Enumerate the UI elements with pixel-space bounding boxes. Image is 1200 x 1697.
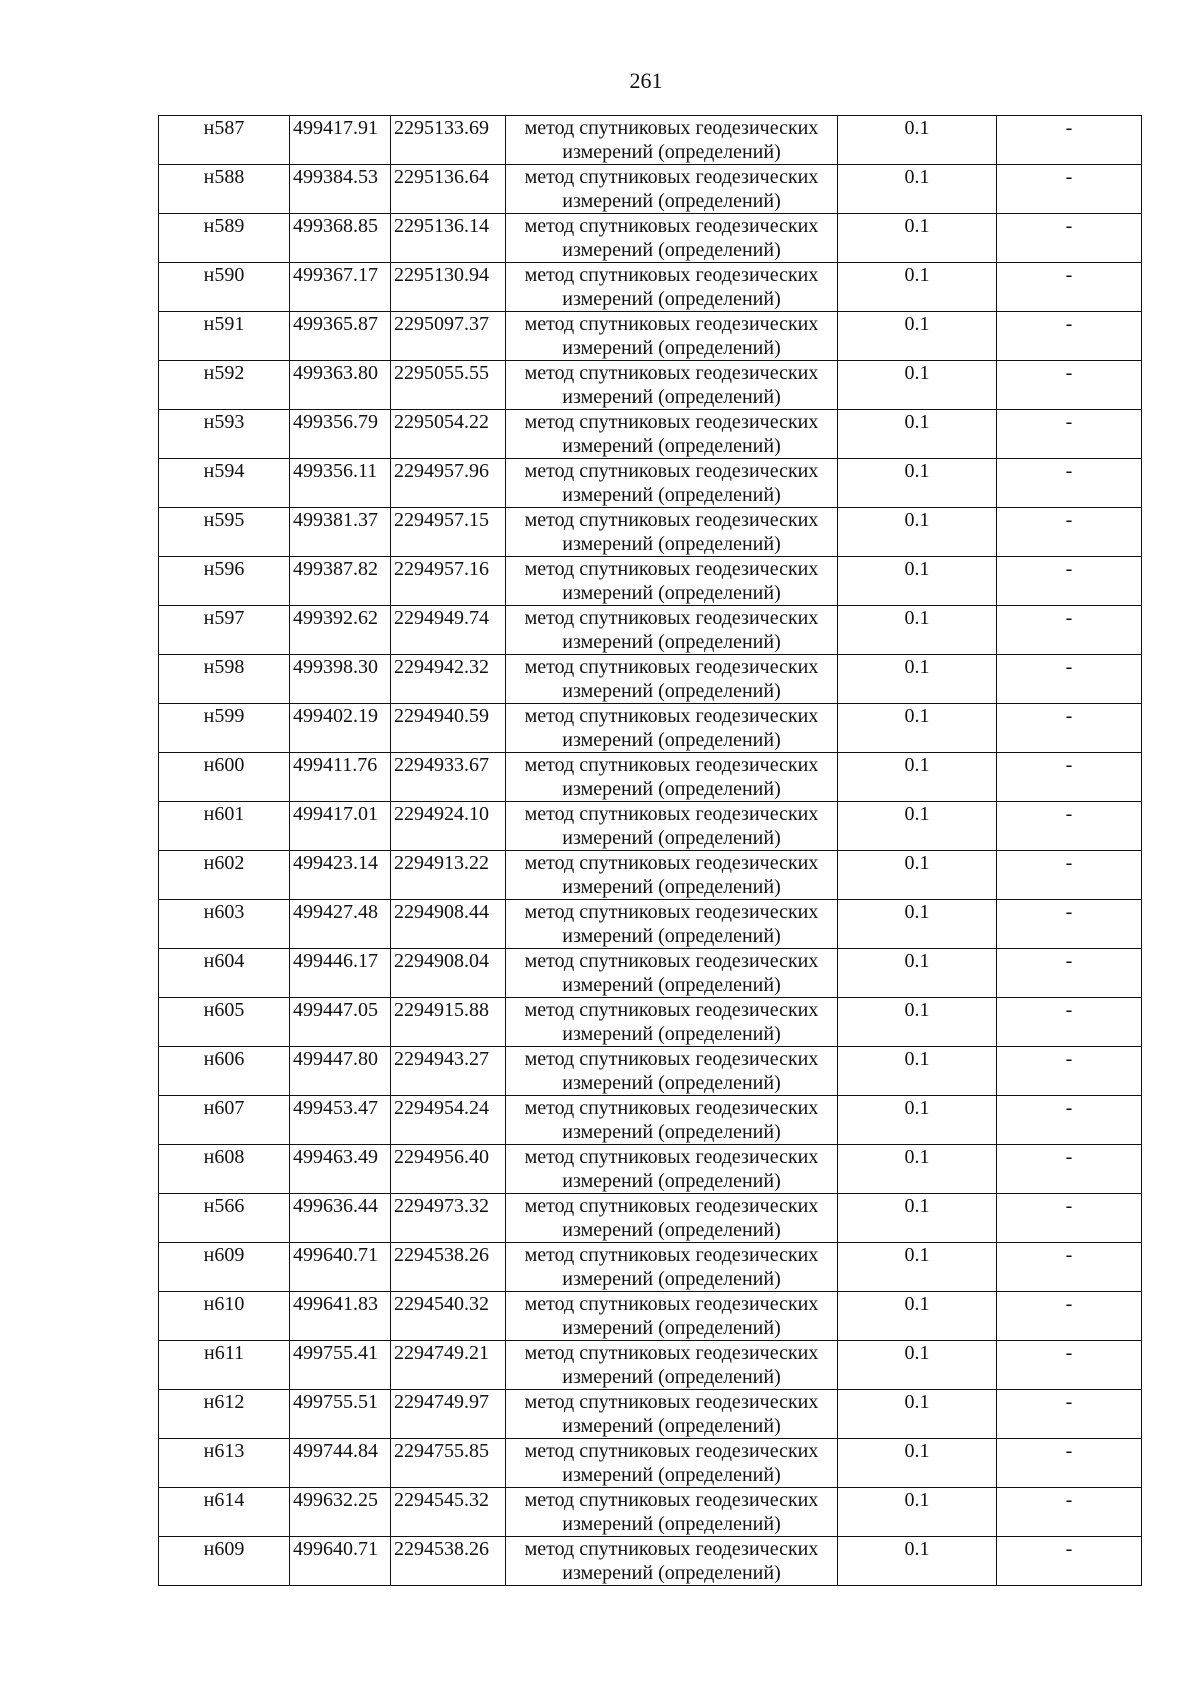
note-cell: - (997, 704, 1142, 753)
x-coordinate-cell: 499755.51 (290, 1390, 391, 1439)
accuracy-cell: 0.1 (838, 606, 997, 655)
table-row (159, 655, 1142, 704)
x-coordinate-cell: 499368.85 (290, 214, 391, 263)
table-body (159, 116, 1142, 1586)
accuracy-cell: 0.1 (838, 802, 997, 851)
table-row (159, 1439, 1142, 1488)
y-coordinate-cell: 2294956.40 (391, 1145, 506, 1194)
point-name-cell: н612 (159, 1390, 290, 1439)
note-cell: - (997, 1488, 1142, 1537)
y-coordinate-cell: 2294957.96 (391, 459, 506, 508)
point-name-cell: н594 (159, 459, 290, 508)
note-cell: - (997, 753, 1142, 802)
y-coordinate-cell: 2294749.97 (391, 1390, 506, 1439)
accuracy-cell: 0.1 (838, 459, 997, 508)
table-row (159, 704, 1142, 753)
point-name-cell: н607 (159, 1096, 290, 1145)
note-cell: - (997, 1096, 1142, 1145)
note-cell: - (997, 606, 1142, 655)
x-coordinate-cell: 499463.49 (290, 1145, 391, 1194)
point-name-cell: н604 (159, 949, 290, 998)
point-name-cell: н590 (159, 263, 290, 312)
table-row (159, 949, 1142, 998)
table-row (159, 1341, 1142, 1390)
x-coordinate-cell: 499392.62 (290, 606, 391, 655)
table-row (159, 802, 1142, 851)
x-coordinate-cell: 499447.80 (290, 1047, 391, 1096)
x-coordinate-cell: 499381.37 (290, 508, 391, 557)
note-cell: - (997, 361, 1142, 410)
method-cell: метод спутниковых геодезических измерений (определений) (506, 410, 838, 459)
method-cell: метод спутниковых геодезических измерений (определений) (506, 1341, 838, 1390)
table-row (159, 214, 1142, 263)
y-coordinate-cell: 2294949.74 (391, 606, 506, 655)
accuracy-cell: 0.1 (838, 410, 997, 459)
method-cell: метод спутниковых геодезических измерений (определений) (506, 116, 838, 165)
method-cell: метод спутниковых геодезических измерений (определений) (506, 704, 838, 753)
accuracy-cell: 0.1 (838, 1439, 997, 1488)
note-cell: - (997, 263, 1142, 312)
table-row (159, 1537, 1142, 1586)
method-cell: метод спутниковых геодезических измерений (определений) (506, 998, 838, 1047)
table-row (159, 1145, 1142, 1194)
table-row (159, 1243, 1142, 1292)
point-name-cell: н611 (159, 1341, 290, 1390)
note-cell: - (997, 900, 1142, 949)
accuracy-cell: 0.1 (838, 116, 997, 165)
table-row (159, 1047, 1142, 1096)
accuracy-cell: 0.1 (838, 361, 997, 410)
note-cell: - (997, 1145, 1142, 1194)
table-row (159, 851, 1142, 900)
x-coordinate-cell: 499387.82 (290, 557, 391, 606)
note-cell: - (997, 1390, 1142, 1439)
point-name-cell: н608 (159, 1145, 290, 1194)
table-row (159, 1292, 1142, 1341)
x-coordinate-cell: 499417.01 (290, 802, 391, 851)
accuracy-cell: 0.1 (838, 655, 997, 704)
note-cell: - (997, 655, 1142, 704)
accuracy-cell: 0.1 (838, 1096, 997, 1145)
table-row (159, 312, 1142, 361)
method-cell: метод спутниковых геодезических измерений (определений) (506, 1096, 838, 1145)
x-coordinate-cell: 499632.25 (290, 1488, 391, 1537)
x-coordinate-cell: 499640.71 (290, 1243, 391, 1292)
table-row (159, 263, 1142, 312)
accuracy-cell: 0.1 (838, 998, 997, 1047)
note-cell: - (997, 851, 1142, 900)
x-coordinate-cell: 499636.44 (290, 1194, 391, 1243)
table-row (159, 116, 1142, 165)
note-cell: - (997, 1194, 1142, 1243)
y-coordinate-cell: 2295054.22 (391, 410, 506, 459)
y-coordinate-cell: 2294942.32 (391, 655, 506, 704)
method-cell: метод спутниковых геодезических измерений (определений) (506, 949, 838, 998)
point-name-cell: н591 (159, 312, 290, 361)
accuracy-cell: 0.1 (838, 900, 997, 949)
y-coordinate-cell: 2294957.16 (391, 557, 506, 606)
point-name-cell: н601 (159, 802, 290, 851)
x-coordinate-cell: 499641.83 (290, 1292, 391, 1341)
table-row (159, 508, 1142, 557)
method-cell: метод спутниковых геодезических измерений (определений) (506, 214, 838, 263)
table-row (159, 998, 1142, 1047)
note-cell: - (997, 998, 1142, 1047)
point-name-cell: н613 (159, 1439, 290, 1488)
accuracy-cell: 0.1 (838, 1292, 997, 1341)
note-cell: - (997, 1243, 1142, 1292)
accuracy-cell: 0.1 (838, 1145, 997, 1194)
x-coordinate-cell: 499411.76 (290, 753, 391, 802)
point-name-cell: н614 (159, 1488, 290, 1537)
point-name-cell: н600 (159, 753, 290, 802)
point-name-cell: н595 (159, 508, 290, 557)
note-cell: - (997, 949, 1142, 998)
note-cell: - (997, 802, 1142, 851)
method-cell: метод спутниковых геодезических измерений (определений) (506, 1439, 838, 1488)
x-coordinate-cell: 499427.48 (290, 900, 391, 949)
table-row (159, 165, 1142, 214)
method-cell: метод спутниковых геодезических измерений (определений) (506, 263, 838, 312)
note-cell: - (997, 1537, 1142, 1586)
method-cell: метод спутниковых геодезических измерений (определений) (506, 1488, 838, 1537)
note-cell: - (997, 116, 1142, 165)
point-name-cell: н599 (159, 704, 290, 753)
x-coordinate-cell: 499398.30 (290, 655, 391, 704)
accuracy-cell: 0.1 (838, 1341, 997, 1390)
method-cell: метод спутниковых геодезических измерений (определений) (506, 1537, 838, 1586)
point-name-cell: н597 (159, 606, 290, 655)
accuracy-cell: 0.1 (838, 508, 997, 557)
page-number: 261 (629, 68, 663, 93)
y-coordinate-cell: 2294749.21 (391, 1341, 506, 1390)
note-cell: - (997, 1439, 1142, 1488)
note-cell: - (997, 1047, 1142, 1096)
accuracy-cell: 0.1 (838, 851, 997, 900)
y-coordinate-cell: 2294933.67 (391, 753, 506, 802)
point-name-cell: н609 (159, 1537, 290, 1586)
method-cell: метод спутниковых геодезических измерений (определений) (506, 1145, 838, 1194)
method-cell: метод спутниковых геодезических измерений (определений) (506, 1390, 838, 1439)
x-coordinate-cell: 499367.17 (290, 263, 391, 312)
table-row (159, 606, 1142, 655)
method-cell: метод спутниковых геодезических измерений (определений) (506, 459, 838, 508)
point-name-cell: н605 (159, 998, 290, 1047)
method-cell: метод спутниковых геодезических измерений (определений) (506, 1047, 838, 1096)
method-cell: метод спутниковых геодезических измерений (определений) (506, 557, 838, 606)
point-name-cell: н589 (159, 214, 290, 263)
y-coordinate-cell: 2294915.88 (391, 998, 506, 1047)
y-coordinate-cell: 2294973.32 (391, 1194, 506, 1243)
y-coordinate-cell: 2294538.26 (391, 1537, 506, 1586)
x-coordinate-cell: 499402.19 (290, 704, 391, 753)
note-cell: - (997, 508, 1142, 557)
table-row (159, 1096, 1142, 1145)
y-coordinate-cell: 2294943.27 (391, 1047, 506, 1096)
table-row (159, 1488, 1142, 1537)
y-coordinate-cell: 2295130.94 (391, 263, 506, 312)
y-coordinate-cell: 2295097.37 (391, 312, 506, 361)
point-name-cell: н609 (159, 1243, 290, 1292)
coordinates-table (158, 115, 1142, 1586)
x-coordinate-cell: 499365.87 (290, 312, 391, 361)
point-name-cell: н588 (159, 165, 290, 214)
accuracy-cell: 0.1 (838, 1194, 997, 1243)
accuracy-cell: 0.1 (838, 214, 997, 263)
y-coordinate-cell: 2295055.55 (391, 361, 506, 410)
table-row (159, 361, 1142, 410)
method-cell: метод спутниковых геодезических измерений (определений) (506, 851, 838, 900)
accuracy-cell: 0.1 (838, 557, 997, 606)
method-cell: метод спутниковых геодезических измерений (определений) (506, 361, 838, 410)
point-name-cell: н598 (159, 655, 290, 704)
note-cell: - (997, 459, 1142, 508)
x-coordinate-cell: 499446.17 (290, 949, 391, 998)
method-cell: метод спутниковых геодезических измерений (определений) (506, 1243, 838, 1292)
table-row (159, 557, 1142, 606)
y-coordinate-cell: 2294954.24 (391, 1096, 506, 1145)
y-coordinate-cell: 2294908.44 (391, 900, 506, 949)
method-cell: метод спутниковых геодезических измерений (определений) (506, 753, 838, 802)
y-coordinate-cell: 2294538.26 (391, 1243, 506, 1292)
y-coordinate-cell: 2294957.15 (391, 508, 506, 557)
accuracy-cell: 0.1 (838, 753, 997, 802)
x-coordinate-cell: 499447.05 (290, 998, 391, 1047)
method-cell: метод спутниковых геодезических измерений (определений) (506, 508, 838, 557)
accuracy-cell: 0.1 (838, 1243, 997, 1292)
point-name-cell: н606 (159, 1047, 290, 1096)
point-name-cell: н603 (159, 900, 290, 949)
table-row (159, 410, 1142, 459)
point-name-cell: н566 (159, 1194, 290, 1243)
table-row (159, 459, 1142, 508)
table-row (159, 753, 1142, 802)
point-name-cell: н593 (159, 410, 290, 459)
note-cell: - (997, 214, 1142, 263)
accuracy-cell: 0.1 (838, 312, 997, 361)
x-coordinate-cell: 499453.47 (290, 1096, 391, 1145)
x-coordinate-cell: 499640.71 (290, 1537, 391, 1586)
accuracy-cell: 0.1 (838, 949, 997, 998)
y-coordinate-cell: 2295133.69 (391, 116, 506, 165)
note-cell: - (997, 165, 1142, 214)
x-coordinate-cell: 499417.91 (290, 116, 391, 165)
note-cell: - (997, 557, 1142, 606)
note-cell: - (997, 410, 1142, 459)
point-name-cell: н596 (159, 557, 290, 606)
x-coordinate-cell: 499755.41 (290, 1341, 391, 1390)
y-coordinate-cell: 2294913.22 (391, 851, 506, 900)
y-coordinate-cell: 2294908.04 (391, 949, 506, 998)
method-cell: метод спутниковых геодезических измерений (определений) (506, 900, 838, 949)
method-cell: метод спутниковых геодезических измерений (определений) (506, 655, 838, 704)
note-cell: - (997, 312, 1142, 361)
x-coordinate-cell: 499356.79 (290, 410, 391, 459)
accuracy-cell: 0.1 (838, 704, 997, 753)
x-coordinate-cell: 499356.11 (290, 459, 391, 508)
y-coordinate-cell: 2294545.32 (391, 1488, 506, 1537)
method-cell: метод спутниковых геодезических измерений (определений) (506, 1194, 838, 1243)
note-cell: - (997, 1341, 1142, 1390)
point-name-cell: н610 (159, 1292, 290, 1341)
method-cell: метод спутниковых геодезических измерений (определений) (506, 802, 838, 851)
table-row (159, 1390, 1142, 1439)
accuracy-cell: 0.1 (838, 1537, 997, 1586)
point-name-cell: н587 (159, 116, 290, 165)
accuracy-cell: 0.1 (838, 263, 997, 312)
y-coordinate-cell: 2294940.59 (391, 704, 506, 753)
x-coordinate-cell: 499384.53 (290, 165, 391, 214)
table-row (159, 1194, 1142, 1243)
accuracy-cell: 0.1 (838, 1488, 997, 1537)
accuracy-cell: 0.1 (838, 1390, 997, 1439)
y-coordinate-cell: 2295136.64 (391, 165, 506, 214)
x-coordinate-cell: 499744.84 (290, 1439, 391, 1488)
x-coordinate-cell: 499423.14 (290, 851, 391, 900)
x-coordinate-cell: 499363.80 (290, 361, 391, 410)
method-cell: метод спутниковых геодезических измерений (определений) (506, 312, 838, 361)
method-cell: метод спутниковых геодезических измерений (определений) (506, 165, 838, 214)
accuracy-cell: 0.1 (838, 1047, 997, 1096)
y-coordinate-cell: 2294924.10 (391, 802, 506, 851)
accuracy-cell: 0.1 (838, 165, 997, 214)
point-name-cell: н602 (159, 851, 290, 900)
note-cell: - (997, 1292, 1142, 1341)
y-coordinate-cell: 2294540.32 (391, 1292, 506, 1341)
y-coordinate-cell: 2295136.14 (391, 214, 506, 263)
method-cell: метод спутниковых геодезических измерений (определений) (506, 606, 838, 655)
point-name-cell: н592 (159, 361, 290, 410)
table-row (159, 900, 1142, 949)
method-cell: метод спутниковых геодезических измерений (определений) (506, 1292, 838, 1341)
y-coordinate-cell: 2294755.85 (391, 1439, 506, 1488)
